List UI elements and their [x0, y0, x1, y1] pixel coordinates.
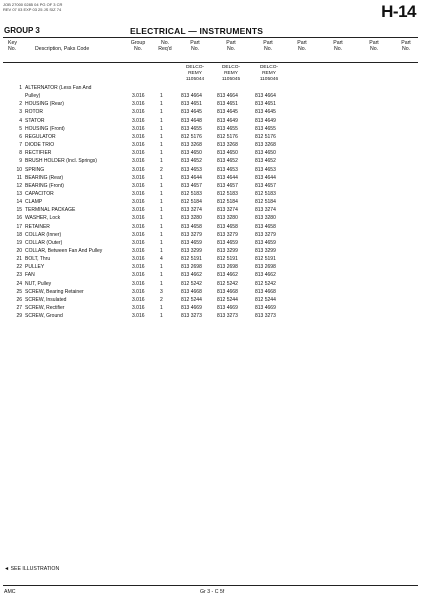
key-cell: 14 — [16, 199, 22, 206]
part-cell-1: 813 3299 — [181, 248, 202, 254]
table-row — [0, 206, 422, 214]
part-cell-2: 813 4653 — [217, 166, 238, 173]
part-cell-1: 813 3268 — [181, 142, 202, 149]
description-cell: HOUSING (Rear) — [25, 101, 64, 108]
required-cell: 1 — [160, 207, 163, 214]
part-cell-1: 812 5242 — [181, 280, 202, 287]
required-cell: 1 — [160, 215, 163, 222]
header-group: Group No. — [130, 40, 146, 52]
group-cell: 3.016 — [132, 93, 145, 100]
header-part-4: Part No. — [297, 40, 307, 52]
part-cell-1: 812 5191 — [181, 256, 202, 263]
footnote-text: SEE ILLUSTRATION — [10, 566, 60, 572]
description-cell: CLAMP — [25, 199, 43, 206]
key-cell: 21 — [16, 256, 22, 263]
part-cell-3: 812 5183 — [255, 190, 276, 197]
table-row — [0, 100, 422, 108]
part-cell-1: 813 4651 — [181, 101, 202, 108]
required-cell: 4 — [160, 256, 163, 263]
key-cell: 26 — [16, 296, 22, 303]
key-cell: 27 — [16, 305, 22, 312]
part-cell-1: 813 3274 — [181, 207, 202, 214]
required-cell: 1 — [160, 93, 163, 100]
part-cell-3: 812 5242 — [255, 280, 276, 287]
header-part-3: Part No. — [263, 40, 273, 52]
required-cell: 2 — [160, 296, 163, 303]
required-cell: 1 — [160, 264, 163, 271]
key-cell: 7 — [19, 142, 22, 149]
table-row — [0, 108, 422, 116]
part-cell-1: 813 4645 — [181, 109, 202, 116]
group-cell: 3.016 — [132, 264, 145, 271]
table-row — [0, 239, 422, 247]
part-cell-3: 813 4669 — [255, 305, 276, 312]
part-cell-1: 813 4652 — [181, 158, 202, 165]
required-cell: 1 — [160, 239, 163, 246]
key-cell: 10 — [16, 166, 22, 173]
description-cell: COLLAR (Inner) — [25, 231, 62, 238]
header-required: No. Req'd — [158, 40, 172, 52]
part-cell-1: 813 3279 — [181, 231, 202, 238]
key-cell: 22 — [16, 264, 22, 271]
part-cell-2: 812 5244 — [217, 296, 238, 303]
group-label: GROUP 3 — [4, 26, 40, 35]
part-cell-2: 813 4662 — [217, 272, 238, 279]
part-cell-3: 813 4653 — [255, 166, 276, 173]
part-cell-2: 813 4650 — [217, 150, 238, 157]
table-row — [0, 133, 422, 141]
part-cell-2: 812 5191 — [217, 256, 238, 263]
model-header-1: DELCO- REMY 1105044 — [185, 65, 205, 82]
table-row — [0, 92, 422, 100]
table-row — [0, 255, 422, 263]
part-cell-1: 813 4655 — [181, 125, 202, 132]
part-cell-3: 813 3279 — [255, 231, 276, 238]
part-cell-1: 812 5244 — [181, 296, 202, 303]
group-cell: 3.016 — [132, 182, 145, 189]
part-cell-2: 813 3299 — [217, 248, 238, 254]
footnote — [4, 566, 59, 572]
key-cell: 9 — [19, 158, 22, 165]
group-cell: 3.016 — [132, 166, 145, 173]
part-cell-1: 813 4653 — [181, 166, 202, 173]
part-cell-1: 813 4658 — [181, 223, 202, 230]
description-cell: DIODE TRIO — [25, 142, 55, 149]
required-cell: 1 — [160, 117, 163, 124]
table-row — [0, 190, 422, 198]
key-cell: 20 — [16, 248, 22, 254]
key-cell: 29 — [16, 313, 22, 320]
table-row — [0, 223, 422, 231]
part-cell-1: 813 2698 — [181, 264, 202, 271]
table-row — [0, 271, 422, 279]
key-cell: 6 — [19, 133, 22, 140]
part-cell-2: 813 4664 — [217, 93, 238, 100]
part-cell-3: 813 4662 — [255, 272, 276, 279]
part-cell-1: 813 4664 — [181, 93, 202, 100]
group-cell: 3.016 — [132, 272, 145, 279]
description-cell: CAPACITOR — [25, 190, 54, 197]
required-cell: 2 — [160, 166, 163, 173]
description-cell: HOUSING (Front) — [25, 125, 65, 132]
part-cell-3: 813 4659 — [255, 239, 276, 246]
group-cell: 3.016 — [132, 215, 145, 222]
table-row — [0, 247, 422, 255]
job-line-2: REV 07 03 EXP 03 25 JS SIZ 74 — [3, 7, 62, 12]
group-cell: 3.016 — [132, 150, 145, 157]
part-cell-3: 813 4658 — [255, 223, 276, 230]
key-cell: 12 — [16, 182, 22, 189]
required-cell: 1 — [160, 150, 163, 157]
description-cell: NUT, Pulley — [25, 280, 52, 287]
key-cell: 24 — [16, 280, 22, 287]
group-cell: 3.016 — [132, 296, 145, 303]
part-cell-2: 813 4668 — [217, 288, 238, 295]
part-cell-3: 813 4649 — [255, 117, 276, 124]
required-cell: 3 — [160, 288, 163, 295]
key-cell: 8 — [19, 150, 22, 157]
group-cell: 3.016 — [132, 101, 145, 108]
table-row — [0, 263, 422, 271]
part-cell-2: 813 4645 — [217, 109, 238, 116]
table-row — [0, 288, 422, 296]
part-cell-3: 812 5244 — [255, 296, 276, 303]
header-part-6: Part No. — [369, 40, 379, 52]
header-part-1: Part No. — [190, 40, 200, 52]
key-cell: 2 — [19, 101, 22, 108]
part-cell-3: 813 2698 — [255, 264, 276, 271]
part-cell-3: 812 5176 — [255, 133, 276, 140]
group-cell: 3.016 — [132, 313, 145, 320]
part-cell-2: 812 5184 — [217, 199, 238, 206]
required-cell: 1 — [160, 101, 163, 108]
key-cell: 11 — [16, 174, 22, 181]
part-cell-3: 813 4664 — [255, 93, 276, 100]
description-cell: TERMINAL PACKAGE — [25, 207, 76, 214]
group-cell: 3.016 — [132, 142, 145, 149]
part-cell-3: 813 4644 — [255, 174, 276, 181]
group-cell: 3.016 — [132, 133, 145, 140]
part-cell-3: 813 3280 — [255, 215, 276, 222]
description-cell: WASHER, Lock — [25, 215, 61, 222]
description-cell: SCREW, Ground — [25, 313, 63, 320]
top-rule — [3, 37, 418, 38]
group-cell: 3.016 — [132, 174, 145, 181]
table-row — [0, 157, 422, 165]
required-cell: 1 — [160, 231, 163, 238]
group-cell: 3.016 — [132, 207, 145, 214]
table-row — [0, 166, 422, 174]
key-cell: 25 — [16, 288, 22, 295]
required-cell: 1 — [160, 248, 163, 254]
header-rule — [3, 62, 418, 63]
part-cell-3: 813 3299 — [255, 248, 276, 254]
description-cell: BEARING (Rear) — [25, 174, 64, 181]
key-cell: 3 — [19, 109, 22, 116]
required-cell: 1 — [160, 272, 163, 279]
key-cell: 1 — [19, 85, 22, 91]
group-cell: 3.016 — [132, 158, 145, 165]
part-cell-3: 813 4657 — [255, 182, 276, 189]
key-cell: 19 — [16, 239, 22, 246]
header-part-5: Part No. — [333, 40, 343, 52]
table-row — [0, 296, 422, 304]
table-row — [0, 141, 422, 149]
part-cell-2: 813 2698 — [217, 264, 238, 271]
job-info — [3, 2, 62, 12]
part-cell-2: 812 5176 — [217, 133, 238, 140]
part-cell-1: 813 3273 — [181, 313, 202, 320]
part-cell-3: 813 3273 — [255, 313, 276, 320]
table-row — [0, 312, 422, 320]
description-cell: BRUSH HOLDER (Incl. Springs) — [25, 158, 97, 165]
part-cell-3: 813 4655 — [255, 125, 276, 132]
description-cell: SCREW, Bearing Retainer — [25, 288, 84, 295]
key-cell: 23 — [16, 272, 22, 279]
part-cell-3: 813 4650 — [255, 150, 276, 157]
table-row — [0, 231, 422, 239]
description-cell: PULLEY — [25, 264, 45, 271]
part-cell-3: 812 5184 — [255, 199, 276, 206]
table-row — [0, 174, 422, 182]
key-cell: 17 — [16, 223, 22, 230]
part-cell-1: 813 4662 — [181, 272, 202, 279]
description-cell: RETAINER — [25, 223, 50, 230]
part-cell-1: 813 4644 — [181, 174, 202, 181]
description-cell: BEARING (Front) — [25, 182, 64, 189]
group-cell: 3.016 — [132, 248, 145, 254]
section-title: ELECTRICAL — INSTRUMENTS — [130, 26, 264, 36]
arrow-left-icon: ◄ — [4, 566, 10, 572]
required-cell: 1 — [160, 174, 163, 181]
part-cell-3: 813 4668 — [255, 288, 276, 295]
key-cell: 16 — [16, 215, 22, 222]
key-cell: 13 — [16, 190, 22, 197]
group-cell: 3.016 — [132, 256, 145, 263]
part-cell-1: 812 5184 — [181, 199, 202, 206]
part-cell-2: 813 3273 — [217, 313, 238, 320]
table-row — [0, 125, 422, 133]
required-cell: 1 — [160, 313, 163, 320]
part-cell-3: 813 3274 — [255, 207, 276, 214]
page-id: H-14 — [381, 2, 416, 21]
description-cell: SCREW, Insulated — [25, 296, 67, 303]
group-cell: 3.016 — [132, 305, 145, 312]
group-cell: 3.016 — [132, 280, 145, 287]
table-row — [0, 117, 422, 125]
part-cell-1: 813 4668 — [181, 288, 202, 295]
description-cell: STATOR — [25, 117, 45, 124]
part-cell-2: 813 4655 — [217, 125, 238, 132]
key-cell: 15 — [16, 207, 22, 214]
part-cell-2: 813 4652 — [217, 158, 238, 165]
part-cell-2: 813 4669 — [217, 305, 238, 312]
description-cell: ALTERNATOR (Less Fan And — [25, 85, 92, 91]
required-cell: 1 — [160, 190, 163, 197]
required-cell: 1 — [160, 182, 163, 189]
part-cell-2: 813 4659 — [217, 239, 238, 246]
part-cell-2: 812 5183 — [217, 190, 238, 197]
group-cell: 3.016 — [132, 109, 145, 116]
group-cell: 3.016 — [132, 223, 145, 230]
part-cell-2: 813 4649 — [217, 117, 238, 124]
part-cell-1: 812 5183 — [181, 190, 202, 197]
required-cell: 1 — [160, 142, 163, 149]
header-key: Key No. — [8, 40, 17, 52]
part-cell-2: 813 3280 — [217, 215, 238, 222]
description-cell: RECTIFIER — [25, 150, 52, 157]
part-cell-2: 813 4651 — [217, 101, 238, 108]
required-cell: 1 — [160, 109, 163, 116]
part-cell-2: 813 3279 — [217, 231, 238, 238]
header-part-7: Part No. — [401, 40, 411, 52]
description-cell: COLLAR, Between Fan And Pulley — [25, 248, 103, 254]
description-cell: SPRING — [25, 166, 45, 173]
part-cell-2: 813 3268 — [217, 142, 238, 149]
part-cell-1: 813 4657 — [181, 182, 202, 189]
part-cell-3: 813 4645 — [255, 109, 276, 116]
required-cell: 1 — [160, 158, 163, 165]
group-cell: 3.016 — [132, 117, 145, 124]
table-row — [0, 304, 422, 312]
key-cell: 4 — [19, 117, 22, 124]
part-cell-2: 813 3274 — [217, 207, 238, 214]
part-cell-2: 813 4644 — [217, 174, 238, 181]
table-row — [0, 214, 422, 222]
part-cell-3: 813 4652 — [255, 158, 276, 165]
table-row — [0, 280, 422, 288]
group-cell: 3.016 — [132, 190, 145, 197]
required-cell: 1 — [160, 125, 163, 132]
description-cell: Pulley) — [25, 93, 41, 100]
model-header-3: DELCO- REMY 1105046 — [259, 65, 279, 82]
description-cell: BOLT, Thru — [25, 256, 51, 263]
model-header-2: DELCO- REMY 1105045 — [221, 65, 241, 82]
group-cell: 3.016 — [132, 239, 145, 246]
table-row — [0, 198, 422, 206]
footer-page-ref: Gr 3 - C 5f — [200, 589, 225, 595]
group-cell: 3.016 — [132, 231, 145, 238]
part-cell-1: 813 3280 — [181, 215, 202, 222]
required-cell: 1 — [160, 305, 163, 312]
part-cell-1: 813 4650 — [181, 150, 202, 157]
part-cell-3: 813 3268 — [255, 142, 276, 149]
key-cell: 18 — [16, 231, 22, 238]
part-cell-1: 813 4669 — [181, 305, 202, 312]
table-row — [0, 84, 422, 92]
key-cell: 5 — [19, 125, 22, 132]
group-cell: 3.016 — [132, 199, 145, 206]
group-cell: 3.016 — [132, 125, 145, 132]
part-cell-3: 813 4651 — [255, 101, 276, 108]
description-cell: COLLAR (Outer) — [25, 239, 63, 246]
table-row — [0, 182, 422, 190]
required-cell: 1 — [160, 223, 163, 230]
header-part-2: Part No. — [226, 40, 236, 52]
group-cell: 3.016 — [132, 288, 145, 295]
part-cell-1: 812 5176 — [181, 133, 202, 140]
table-row — [0, 149, 422, 157]
part-cell-1: 813 4648 — [181, 117, 202, 124]
header-description: Description, Paks Code — [35, 46, 90, 52]
part-cell-2: 812 5242 — [217, 280, 238, 287]
part-cell-1: 813 4659 — [181, 239, 202, 246]
required-cell: 1 — [160, 280, 163, 287]
footer-brand: AMC — [4, 589, 16, 595]
part-cell-2: 813 4657 — [217, 182, 238, 189]
description-cell: SCREW, Rectifier — [25, 305, 65, 312]
part-cell-3: 812 5191 — [255, 256, 276, 263]
description-cell: REGULATOR — [25, 133, 56, 140]
required-cell: 1 — [160, 199, 163, 206]
job-line-1: JOB 27000 0285 04 PG OF 3 CR — [3, 2, 63, 7]
footer-rule — [3, 585, 418, 586]
description-cell: FAN — [25, 272, 35, 279]
part-cell-2: 813 4658 — [217, 223, 238, 230]
description-cell: ROTOR — [25, 109, 43, 116]
required-cell: 1 — [160, 133, 163, 140]
